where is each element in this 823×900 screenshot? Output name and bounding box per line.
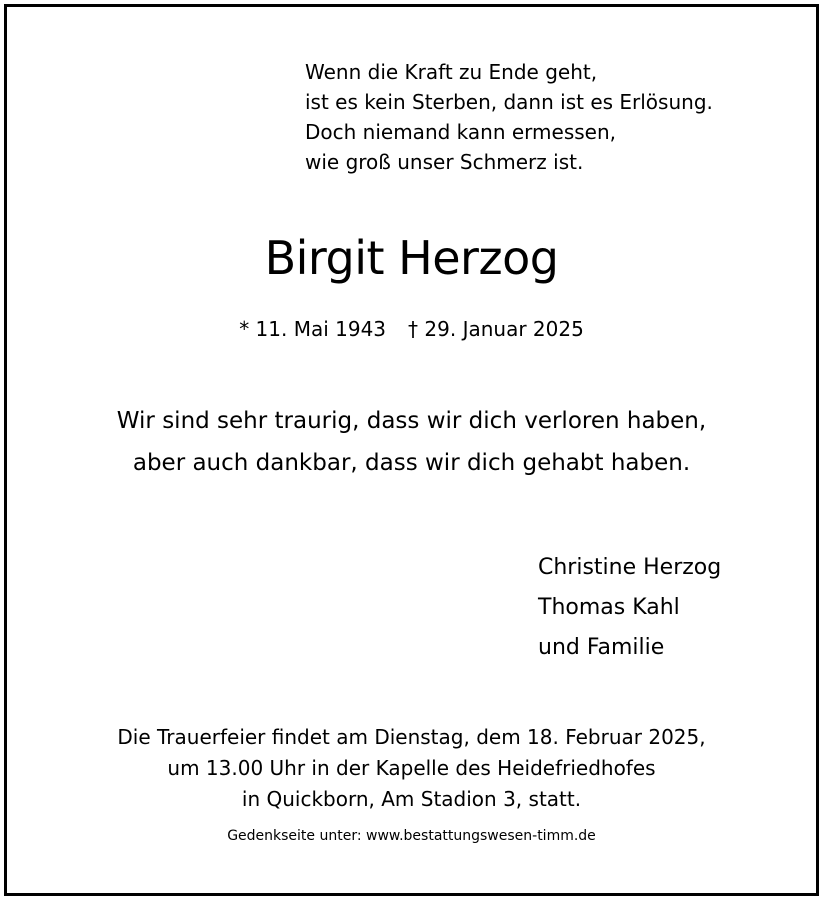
signers: [538, 548, 721, 668]
poem-line: Wenn die Kraft zu Ende geht,: [305, 60, 598, 84]
birth-date: * 11. Mai 1943: [239, 317, 387, 341]
poem: [305, 57, 713, 177]
life-dates: [0, 314, 823, 344]
poem-line: Doch niemand kann ermessen,: [305, 120, 617, 144]
signer: Christine Herzog: [538, 555, 722, 580]
memorial-page-prefix: Gedenkseite unter:: [227, 828, 367, 844]
signer: und Familie: [538, 635, 665, 660]
signer: Thomas Kahl: [538, 595, 680, 620]
poem-line: wie groß unser Schmerz ist.: [305, 150, 584, 174]
memorial-page-link[interactable]: www.bestattungswesen-timm.de: [366, 828, 596, 844]
death-date: † 29. Januar 2025: [408, 317, 584, 341]
message-line: Wir sind sehr traurig, dass wir dich verloren haben,: [116, 408, 707, 434]
deceased-name: Birgit Herzog: [264, 231, 559, 285]
funeral-service-info: [0, 722, 823, 815]
service-line: Die Trauerfeier findet am Dienstag, dem 18. Februar 2025,: [117, 725, 706, 749]
memorial-page-note: [0, 826, 823, 846]
service-line: um 13.00 Uhr in der Kapelle des Heidefriedhofes: [167, 756, 656, 780]
message-line: aber auch dankbar, dass wir dich gehabt haben.: [132, 450, 691, 476]
poem-line: ist es kein Sterben, dann ist es Erlösung.: [305, 90, 713, 114]
mourning-message: [0, 400, 823, 484]
service-line: in Quickborn, Am Stadion 3, statt.: [241, 787, 582, 811]
